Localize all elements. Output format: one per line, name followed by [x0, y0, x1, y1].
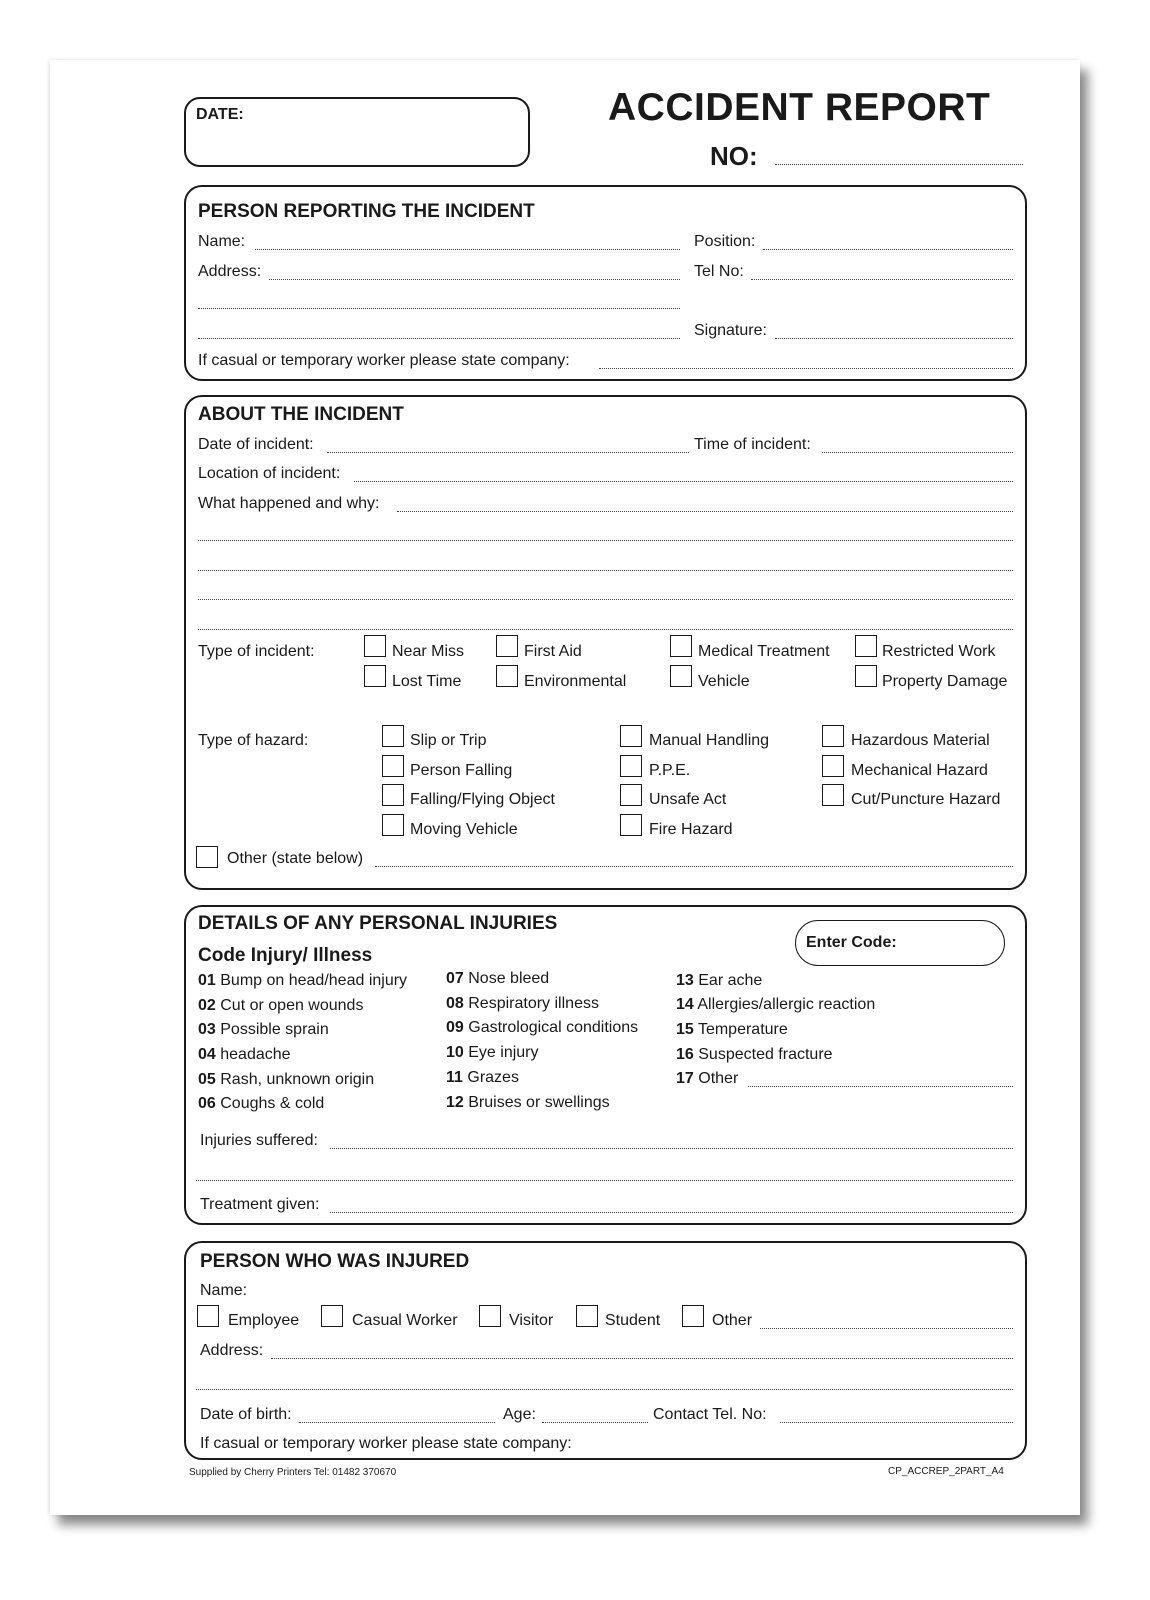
reporting-signature-line[interactable]: [775, 338, 1013, 339]
reporting-casual-line[interactable]: [599, 368, 1013, 369]
supplier-text: Supplied by Cherry Printers Tel: 01482 370670: [189, 1467, 397, 1478]
cut-puncture-label: Cut/Puncture Hazard: [851, 791, 1001, 808]
code-item: 17 Other: [676, 1070, 739, 1087]
code-item: 07 Nose bleed: [446, 970, 550, 987]
lost-time-checkbox[interactable]: [364, 665, 386, 687]
visitor-label: Visitor: [509, 1312, 554, 1329]
code-item: 10 Eye injury: [446, 1044, 539, 1061]
injuries-suffered-line-2[interactable]: [196, 1180, 1013, 1181]
fire-hazard-label: Fire Hazard: [649, 821, 733, 838]
code-item: 12 Bruises or swellings: [446, 1094, 610, 1111]
code-other-line[interactable]: [748, 1086, 1013, 1087]
person-falling-label: Person Falling: [410, 762, 513, 779]
code-item: 02 Cut or open wounds: [198, 997, 364, 1014]
manual-handling-label: Manual Handling: [649, 732, 770, 749]
reporting-address-label: Address:: [198, 263, 262, 280]
code-heading: Code Injury/ Illness: [198, 945, 373, 966]
contact-line[interactable]: [780, 1422, 1013, 1423]
incident-what-line-5[interactable]: [198, 629, 1013, 630]
injured-title: PERSON WHO WAS INJURED: [200, 1251, 470, 1272]
employee-label: Employee: [228, 1312, 300, 1329]
other-hazard-checkbox[interactable]: [196, 846, 218, 868]
reporting-tel-label: Tel No:: [694, 263, 744, 280]
unsafe-act-checkbox[interactable]: [620, 784, 642, 806]
hazardous-material-checkbox[interactable]: [822, 725, 844, 747]
reporting-tel-line[interactable]: [751, 279, 1013, 280]
near-miss-label: Near Miss: [392, 643, 465, 660]
dob-line[interactable]: [299, 1422, 495, 1423]
restricted-work-label: Restricted Work: [882, 643, 996, 660]
injured-address-line-2[interactable]: [196, 1389, 1013, 1390]
person-falling-checkbox[interactable]: [382, 755, 404, 777]
incident-what-line-2[interactable]: [198, 540, 1013, 541]
lost-time-label: Lost Time: [392, 673, 462, 690]
property-damage-label: Property Damage: [882, 673, 1008, 690]
student-checkbox[interactable]: [576, 1305, 598, 1327]
slip-trip-checkbox[interactable]: [382, 725, 404, 747]
injured-address-label: Address:: [200, 1342, 264, 1359]
injured-casual-label: If casual or temporary worker please state company:: [200, 1435, 572, 1452]
incident-location-line[interactable]: [354, 481, 1013, 482]
date-label: DATE:: [196, 106, 244, 123]
incident-time-label: Time of incident:: [694, 436, 811, 453]
incident-what-line[interactable]: [397, 511, 1013, 512]
reporting-address-line-3[interactable]: [198, 338, 680, 339]
code-item: 08 Respiratory illness: [446, 995, 599, 1012]
code-item: 03 Possible sprain: [198, 1021, 329, 1038]
environmental-label: Environmental: [524, 673, 627, 690]
reporting-address-line[interactable]: [269, 279, 680, 280]
age-label: Age:: [503, 1406, 536, 1423]
casual-worker-checkbox[interactable]: [321, 1305, 343, 1327]
visitor-checkbox[interactable]: [479, 1305, 501, 1327]
hazardous-material-label: Hazardous Material: [851, 732, 990, 749]
restricted-work-checkbox[interactable]: [855, 635, 877, 657]
environmental-checkbox[interactable]: [496, 665, 518, 687]
report-no-line[interactable]: [775, 164, 1023, 165]
ppe-label: P.P.E.: [649, 762, 691, 779]
first-aid-label: First Aid: [524, 643, 582, 660]
incident-date-line[interactable]: [327, 452, 689, 453]
reporting-casual-label: If casual or temporary worker please state company:: [198, 352, 570, 369]
enter-code-label: Enter Code:: [806, 934, 897, 951]
reporting-signature-label: Signature:: [694, 322, 767, 339]
form-sheet: [50, 60, 1080, 1515]
other-hazard-line[interactable]: [375, 866, 1013, 867]
first-aid-checkbox[interactable]: [496, 635, 518, 657]
code-item: 11 Grazes: [446, 1069, 519, 1086]
cut-puncture-checkbox[interactable]: [822, 784, 844, 806]
code-item: 01 Bump on head/head injury: [198, 972, 408, 989]
fire-hazard-checkbox[interactable]: [620, 814, 642, 836]
code-item: 16 Suspected fracture: [676, 1046, 833, 1063]
other-role-label: Other: [712, 1312, 753, 1329]
reporting-title: PERSON REPORTING THE INCIDENT: [198, 201, 535, 222]
code-item: 15 Temperature: [676, 1021, 788, 1038]
moving-vehicle-label: Moving Vehicle: [410, 821, 518, 838]
injured-name-label: Name:: [200, 1282, 248, 1299]
hazard-type-label: Type of hazard:: [198, 732, 309, 749]
treatment-label: Treatment given:: [200, 1196, 320, 1213]
age-line[interactable]: [542, 1422, 648, 1423]
manual-handling-checkbox[interactable]: [620, 725, 642, 747]
code-item: 06 Coughs & cold: [198, 1095, 325, 1112]
unsafe-act-label: Unsafe Act: [649, 791, 727, 808]
report-no-label: NO:: [710, 141, 758, 171]
injured-address-line[interactable]: [271, 1358, 1013, 1359]
other-role-checkbox[interactable]: [682, 1305, 704, 1327]
incident-time-line[interactable]: [822, 452, 1013, 453]
slip-trip-label: Slip or Trip: [410, 732, 487, 749]
reporting-name-label: Name:: [198, 233, 246, 250]
incident-location-label: Location of incident:: [198, 465, 341, 482]
injuries-suffered-label: Injuries suffered:: [200, 1132, 318, 1149]
reporting-address-line-2[interactable]: [198, 308, 680, 309]
incident-what-line-4[interactable]: [198, 599, 1013, 600]
page-title: ACCIDENT REPORT: [608, 86, 991, 129]
medical-treatment-checkbox[interactable]: [670, 635, 692, 657]
injured-section: [184, 1241, 1027, 1460]
casual-worker-label: Casual Worker: [352, 1312, 458, 1329]
other-role-line[interactable]: [760, 1328, 1013, 1329]
code-item: 13 Ear ache: [676, 972, 763, 989]
incident-what-line-3[interactable]: [198, 570, 1013, 571]
employee-checkbox[interactable]: [197, 1305, 219, 1327]
treatment-line[interactable]: [330, 1212, 1013, 1213]
student-label: Student: [605, 1312, 661, 1329]
form-code-text: CP_ACCREP_2PART_A4: [888, 1466, 1004, 1477]
reporting-position-label: Position:: [694, 233, 756, 250]
falling-object-label: Falling/Flying Object: [410, 791, 555, 808]
ppe-checkbox[interactable]: [620, 755, 642, 777]
near-miss-checkbox[interactable]: [364, 635, 386, 657]
injuries-title: DETAILS OF ANY PERSONAL INJURIES: [198, 913, 558, 934]
medical-treatment-label: Medical Treatment: [698, 643, 830, 660]
vehicle-checkbox[interactable]: [670, 665, 692, 687]
incident-type-label: Type of incident:: [198, 643, 315, 660]
moving-vehicle-checkbox[interactable]: [382, 814, 404, 836]
property-damage-checkbox[interactable]: [855, 665, 877, 687]
code-item: 05 Rash, unknown origin: [198, 1071, 375, 1088]
incident-title: ABOUT THE INCIDENT: [198, 404, 404, 425]
code-item: 14 Allergies/allergic reaction: [676, 996, 876, 1013]
other-hazard-label: Other (state below): [227, 850, 364, 867]
code-item: 09 Gastrological conditions: [446, 1019, 639, 1036]
code-item: 04 headache: [198, 1046, 291, 1063]
incident-what-label: What happened and why:: [198, 495, 380, 512]
contact-label: Contact Tel. No:: [653, 1406, 767, 1423]
vehicle-label: Vehicle: [698, 673, 750, 690]
injuries-suffered-line[interactable]: [330, 1148, 1013, 1149]
mechanical-hazard-checkbox[interactable]: [822, 755, 844, 777]
falling-object-checkbox[interactable]: [382, 784, 404, 806]
reporting-name-line[interactable]: [255, 249, 680, 250]
mechanical-hazard-label: Mechanical Hazard: [851, 762, 988, 779]
reporting-position-line[interactable]: [763, 249, 1013, 250]
incident-date-label: Date of incident:: [198, 436, 314, 453]
dob-label: Date of birth:: [200, 1406, 292, 1423]
